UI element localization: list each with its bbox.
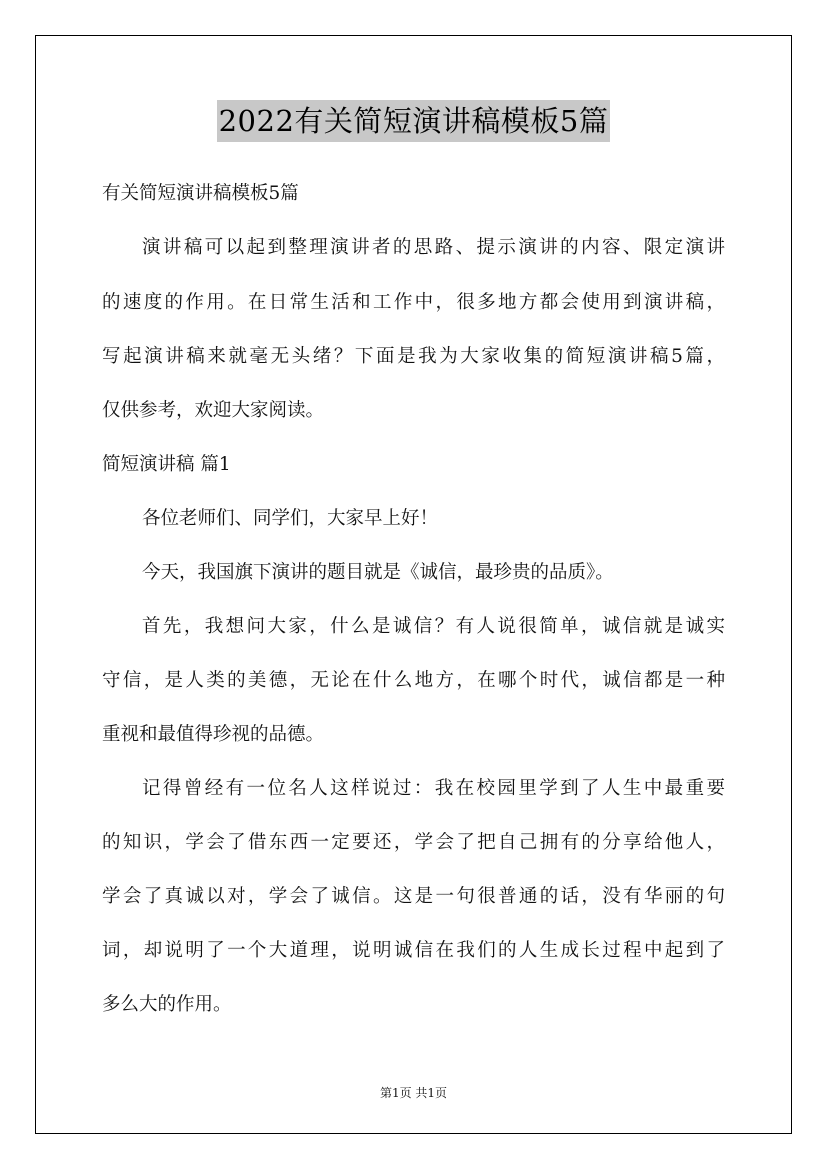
para2-line-5: 多么大的作用。 (102, 994, 232, 1015)
topic-line: 今天，我国旗下演讲的题目就是《诚信，最珍贵的品质》。 (142, 562, 614, 583)
para2-line-3: 学会了真诚以对，学会了诚信。这是一句很普通的话，没有华丽的句 (102, 886, 725, 907)
intro-line-1: 演讲稿可以起到整理演讲者的思路、提示演讲的内容、限定演讲 (142, 237, 725, 258)
para1-line-1: 首先，我想问大家，什么是诚信？有人说很简单，诚信就是诚实 (142, 616, 725, 637)
document-title: 2022有关简短演讲稿模板5篇 (217, 100, 611, 142)
intro-line-2: 的速度的作用。在日常生活和工作中，很多地方都会使用到演讲稿， (102, 292, 725, 313)
page-footer: 第1页 共1页 (379, 1086, 448, 1100)
title-container (0, 100, 827, 142)
para2-line-4: 词，却说明了一个大道理，说明诚信在我们的人生成长过程中起到了 (102, 940, 725, 961)
intro-line-4: 仅供参考，欢迎大家阅读。 (102, 400, 325, 421)
para1-line-3: 重视和最值得珍视的品德。 (102, 724, 325, 745)
subtitle: 有关简短演讲稿模板5篇 (102, 183, 299, 204)
section-heading: 简短演讲稿 篇1 (102, 454, 231, 475)
para1-line-2: 守信，是人类的美德，无论在什么地方，在哪个时代，诚信都是一种 (102, 670, 725, 691)
para2-line-1: 记得曾经有一位名人这样说过：我在校园里学到了人生中最重要 (142, 778, 725, 799)
intro-line-3: 写起演讲稿来就毫无头绪？下面是我为大家收集的简短演讲稿5篇， (102, 346, 725, 367)
greeting: 各位老师们、同学们，大家早上好！ (142, 508, 439, 529)
para2-line-2: 的知识，学会了借东西一定要还，学会了把自己拥有的分享给他人， (102, 832, 725, 853)
